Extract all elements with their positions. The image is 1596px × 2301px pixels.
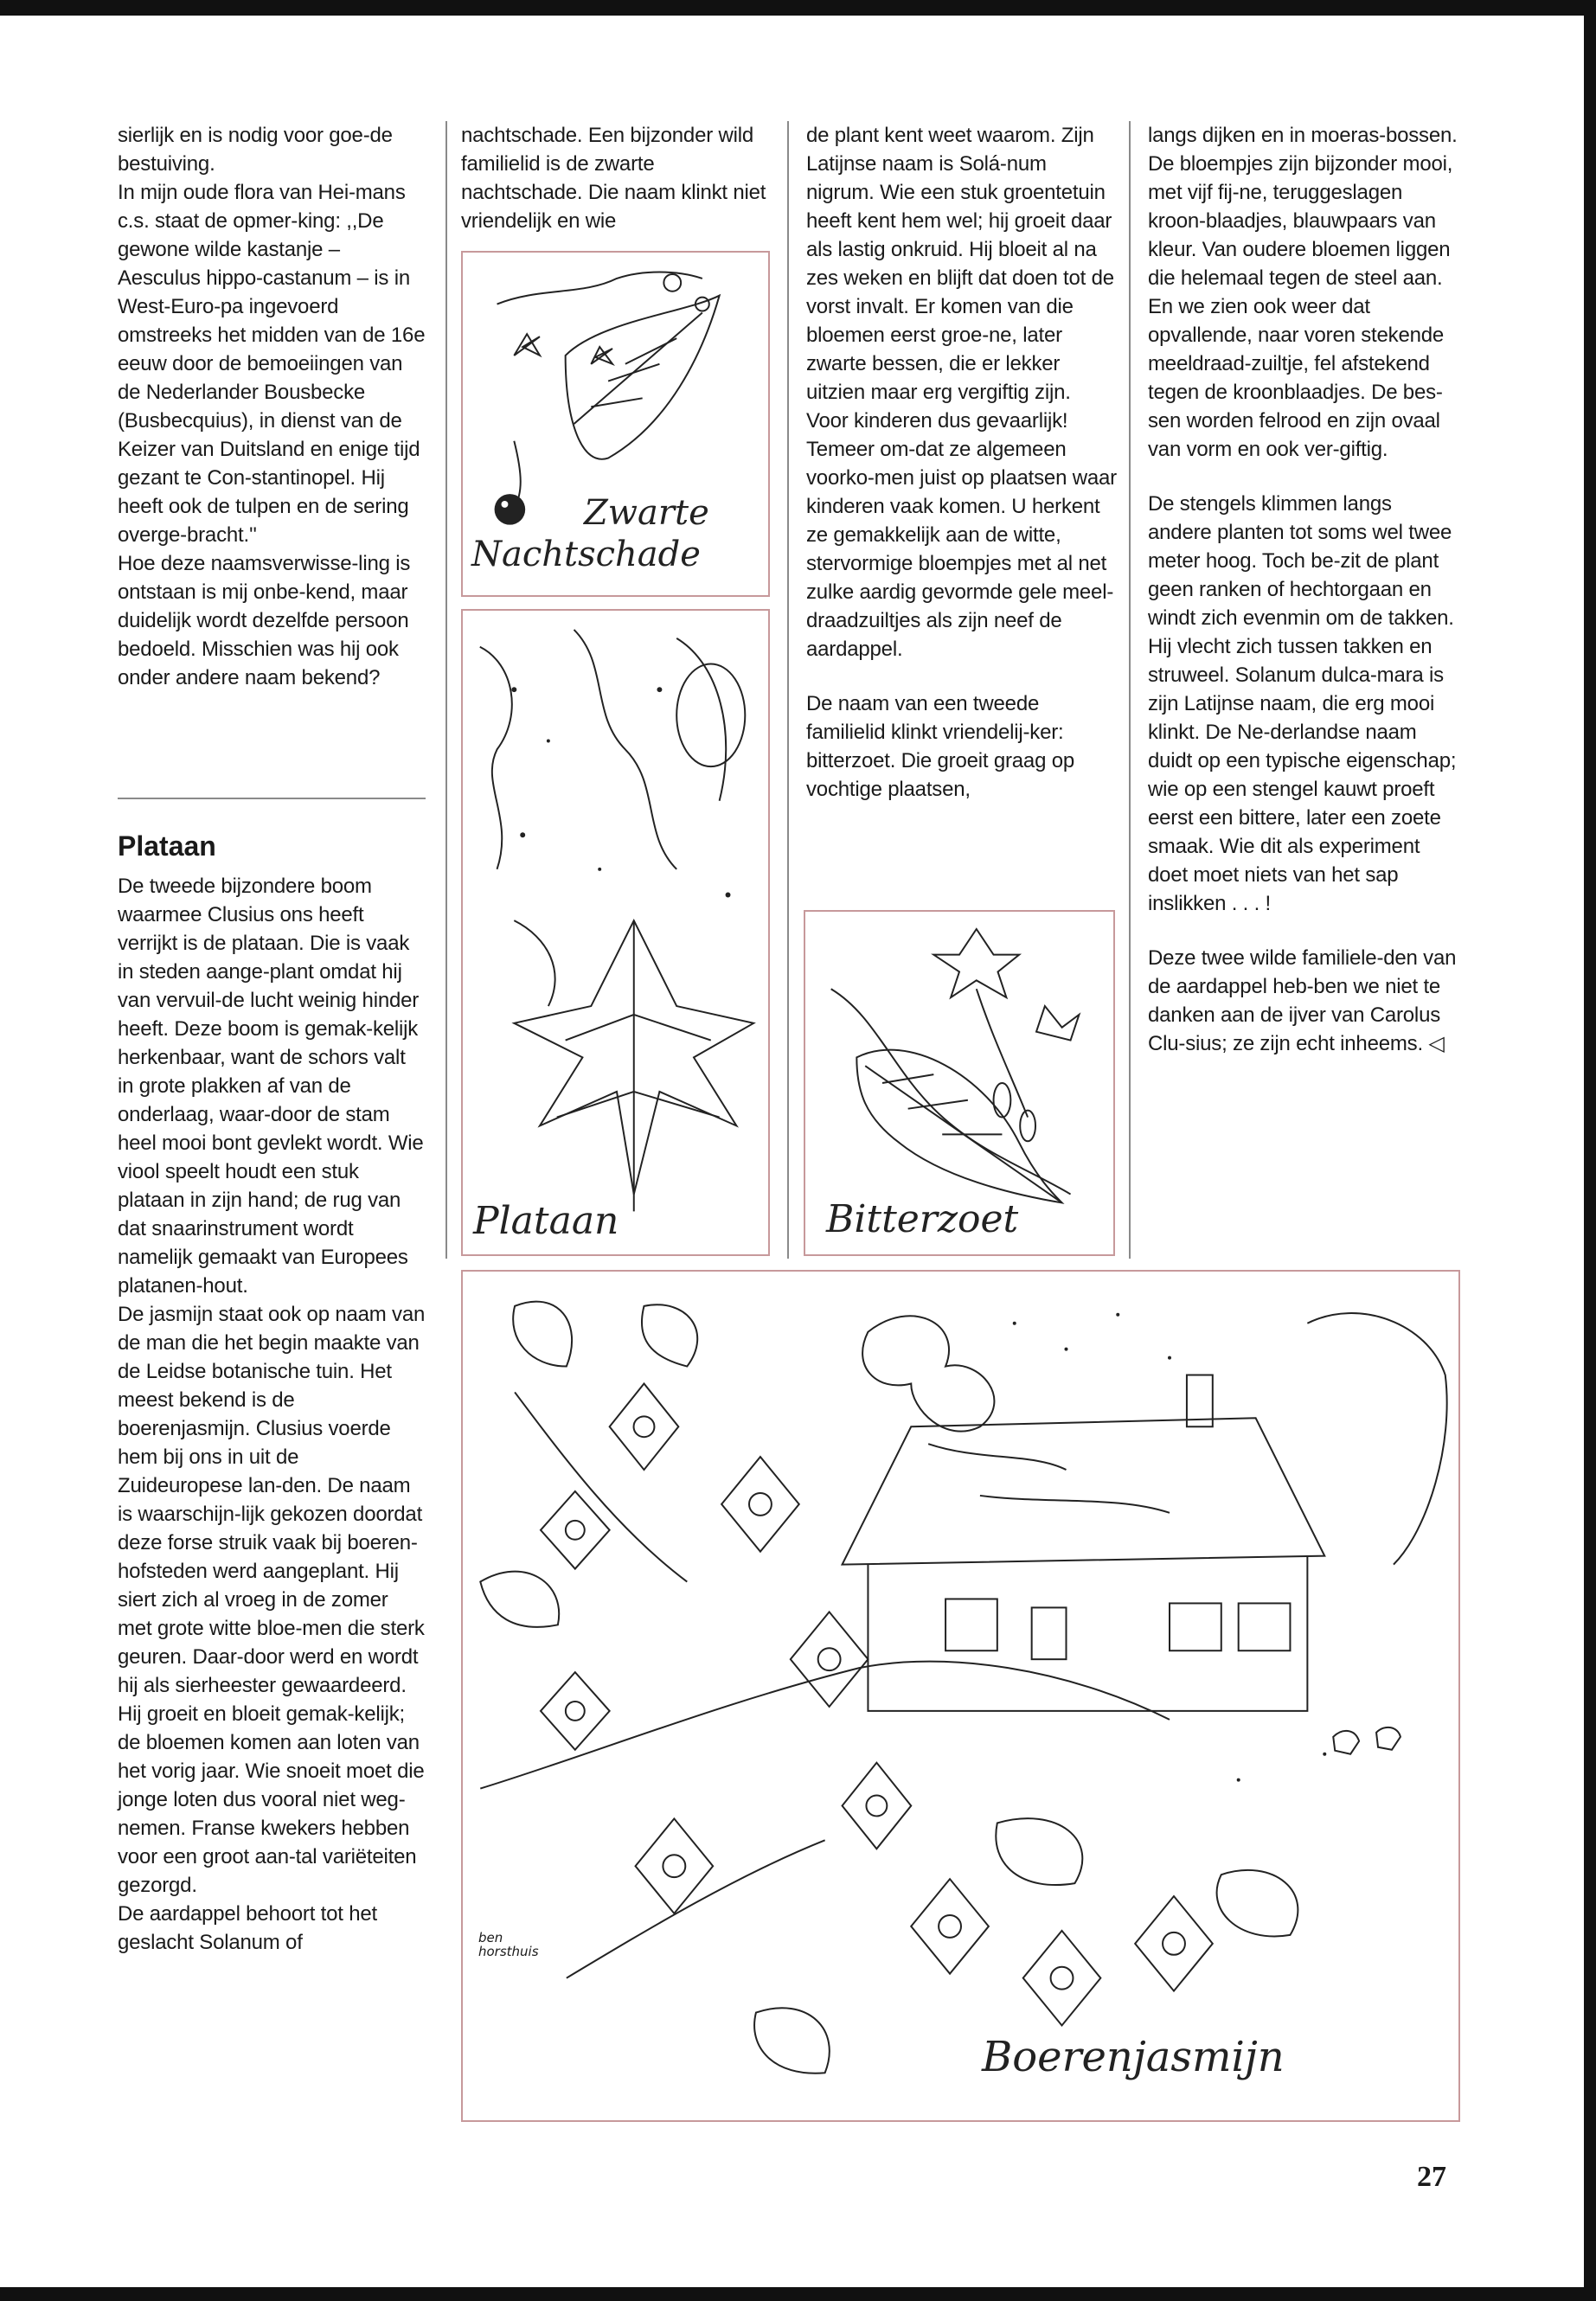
paragraph: De stengels klimmen langs andere planten tot soms wel twee meter hoog. Toch be-zit de plant geen ranken of hechtorgaan en windt zich evenmin om de takken. Hij vlecht zich tussen takken en struweel. Solanum dulca-mara is zijn Latijnse naam, die erg mooi klinkt. De Ne-derlandse naam duidt op een typische eigenschap; wie op een stengel kauwt proeft eerst een bittere, later een zoete smaak. Wie dit als experiment doet moet niets van het sap inslikken . . . !	[1148, 492, 1457, 915]
scan-edge-top	[0, 0, 1596, 16]
illustration-bitterzoet	[804, 910, 1115, 1256]
caption-zwarte: Zwarte	[584, 493, 709, 533]
scan-edge-bottom	[0, 2287, 1596, 2301]
caption-bitterzoet: Bitterzoet	[826, 1197, 1019, 1241]
caption-plataan: Plataan	[473, 1199, 619, 1243]
mock-orange-farmhouse-drawing	[463, 1272, 1458, 2120]
scan-edge-right	[1584, 0, 1596, 2301]
page-number: 27	[1417, 2161, 1446, 2193]
section-heading-plataan: Plataan	[118, 830, 216, 862]
plane-tree-bark-drawing	[463, 611, 768, 1254]
paragraph: sierlijk en is nodig voor goe-de bestuiving.	[118, 124, 393, 176]
paragraph: De tweede bijzondere boom waarmee Clusius ons heeft verrijkt is de plataan. Die is vaak in steden aange-plant omdat hij van vervuil-de lucht weinig hinder heeft. Deze boom is gemak-kelijk herkenbaar, want de schors valt in grote plakken af van de onderlaag, waar-door de stam heel mooi bont gevlekt wordt. Wie viool speelt houdt een stuk plataan in zijn hand; de rug van dat snaarinstrument wordt namelijk gemaakt van Europees platanen-hout.	[118, 875, 424, 1298]
caption-nachtschade: Nachtschade	[471, 535, 701, 574]
column-rule	[1129, 121, 1131, 1259]
artist-signature	[478, 1931, 539, 1958]
signature-first: ben	[478, 1930, 503, 1945]
text-column-1	[118, 121, 426, 692]
paragraph: Deze twee wilde familiele-den van de aardappel heb-ben we niet te danken aan de ijver van Carolus Clu-sius; ze zijn echt inheems. ◁	[1148, 946, 1457, 1055]
signature-last: horsthuis	[478, 1944, 539, 1959]
text-column-3	[806, 121, 1118, 804]
illustration-boerenjasmijn	[461, 1270, 1460, 2122]
illustration-zwarte-nachtschade	[461, 251, 770, 597]
text-column-2	[461, 121, 768, 235]
paragraph: Hoe deze naamsverwisse-ling is ontstaan is mij onbe-kend, maar duidelijk wordt dezelfde persoon bedoeld. Misschien was hij ook onder andere naam bekend?	[118, 552, 411, 689]
text-column-1-continued	[118, 872, 426, 1957]
paragraph: De aardappel behoort tot het geslacht Solanum of	[118, 1902, 377, 1954]
illustration-plataan	[461, 609, 770, 1256]
column-rule	[787, 121, 789, 1259]
column-rule	[445, 121, 447, 1259]
section-divider	[118, 798, 426, 799]
paragraph: de plant kent weet waarom. Zijn Latijnse naam is Solá-num nigrum. Wie een stuk groentetuin heeft kent hem wel; hij groeit daar als lastig onkruid. Hij bloeit al na zes weken en blijft dat doen tot de vorst invalt. Er komen van die bloemen eerst groe-ne, later zwarte bessen, die er lekker uitzien maar erg vergiftig zijn. Voor kinderen dus gevaarlijk! Temeer om-dat ze algemeen voorko-men juist op plaatsen waar kinderen vaak komen. U herkent ze gemakkelijk aan de witte, stervormige bloempjes met al net zulke aardig gevormde gele meel-draadzuiltjes als zijn neef de aardappel.	[806, 124, 1117, 661]
paragraph: nachtschade. Een bijzonder wild familielid is de zwarte nachtschade. Die naam klinkt niet vriendelijk en wie	[461, 124, 766, 233]
paragraph: In mijn oude flora van Hei-mans c.s. staat de opmer-king: ,,De gewone wilde kastanje – Aesculus hippo-castanum – is in West-Euro-pa ingevoerd omstreeks het midden van de 16e eeuw door de bemoeiingen van de Nederlander Bousbecke (Busbecquius), in dienst van de Keizer van Duitsland en enige tijd gezant te Con-stantinopel. Hij heeft ook de tulpen en de sering overge-bracht.''	[118, 181, 426, 547]
text-column-4	[1148, 121, 1459, 1058]
paragraph: De naam van een tweede familielid klinkt vriendelij-ker: bitterzoet. Die groeit graag op vochtige plaatsen,	[806, 692, 1074, 801]
paragraph: langs dijken en in moeras-bossen. De bloempjes zijn bijzonder mooi, met vijf fij-ne, teruggeslagen kroon-blaadjes, blauwpaars van kleur. Van oudere bloemen liggen die helemaal tegen de steel aan. En we zien ook weer dat opvallende, naar voren stekende meeldraad-zuiltje, fel afstekend tegen de kroonblaadjes. De bes-sen worden felrood en zijn ovaal van vorm en ook ver-giftig.	[1148, 124, 1458, 461]
paragraph: De jasmijn staat ook op naam van de man die het begin maakte van de Leidse botanische tuin. Het meest bekend is de boerenjasmijn. Clusius voerde hem bij ons in uit de Zuideuropese lan-den. De naam is waarschijn-lijk gekozen doordat deze forse struik vaak bij boeren-hofsteden werd aangeplant. Hij siert zich al vroeg in de zomer met grote witte bloe-men die sterk geuren. Daar-door werd en wordt hij als sierheester gewaardeerd. Hij groeit en bloeit gemak-kelijk; de bloemen komen aan loten van het vorig jaar. Wie snoeit moet die jonge loten dus vooral niet weg-nemen. Franse kwekers hebben voor een groot aan-tal variëteiten gezorgd.	[118, 1303, 426, 1897]
caption-boerenjasmijn: Boerenjasmijn	[982, 2033, 1285, 2081]
